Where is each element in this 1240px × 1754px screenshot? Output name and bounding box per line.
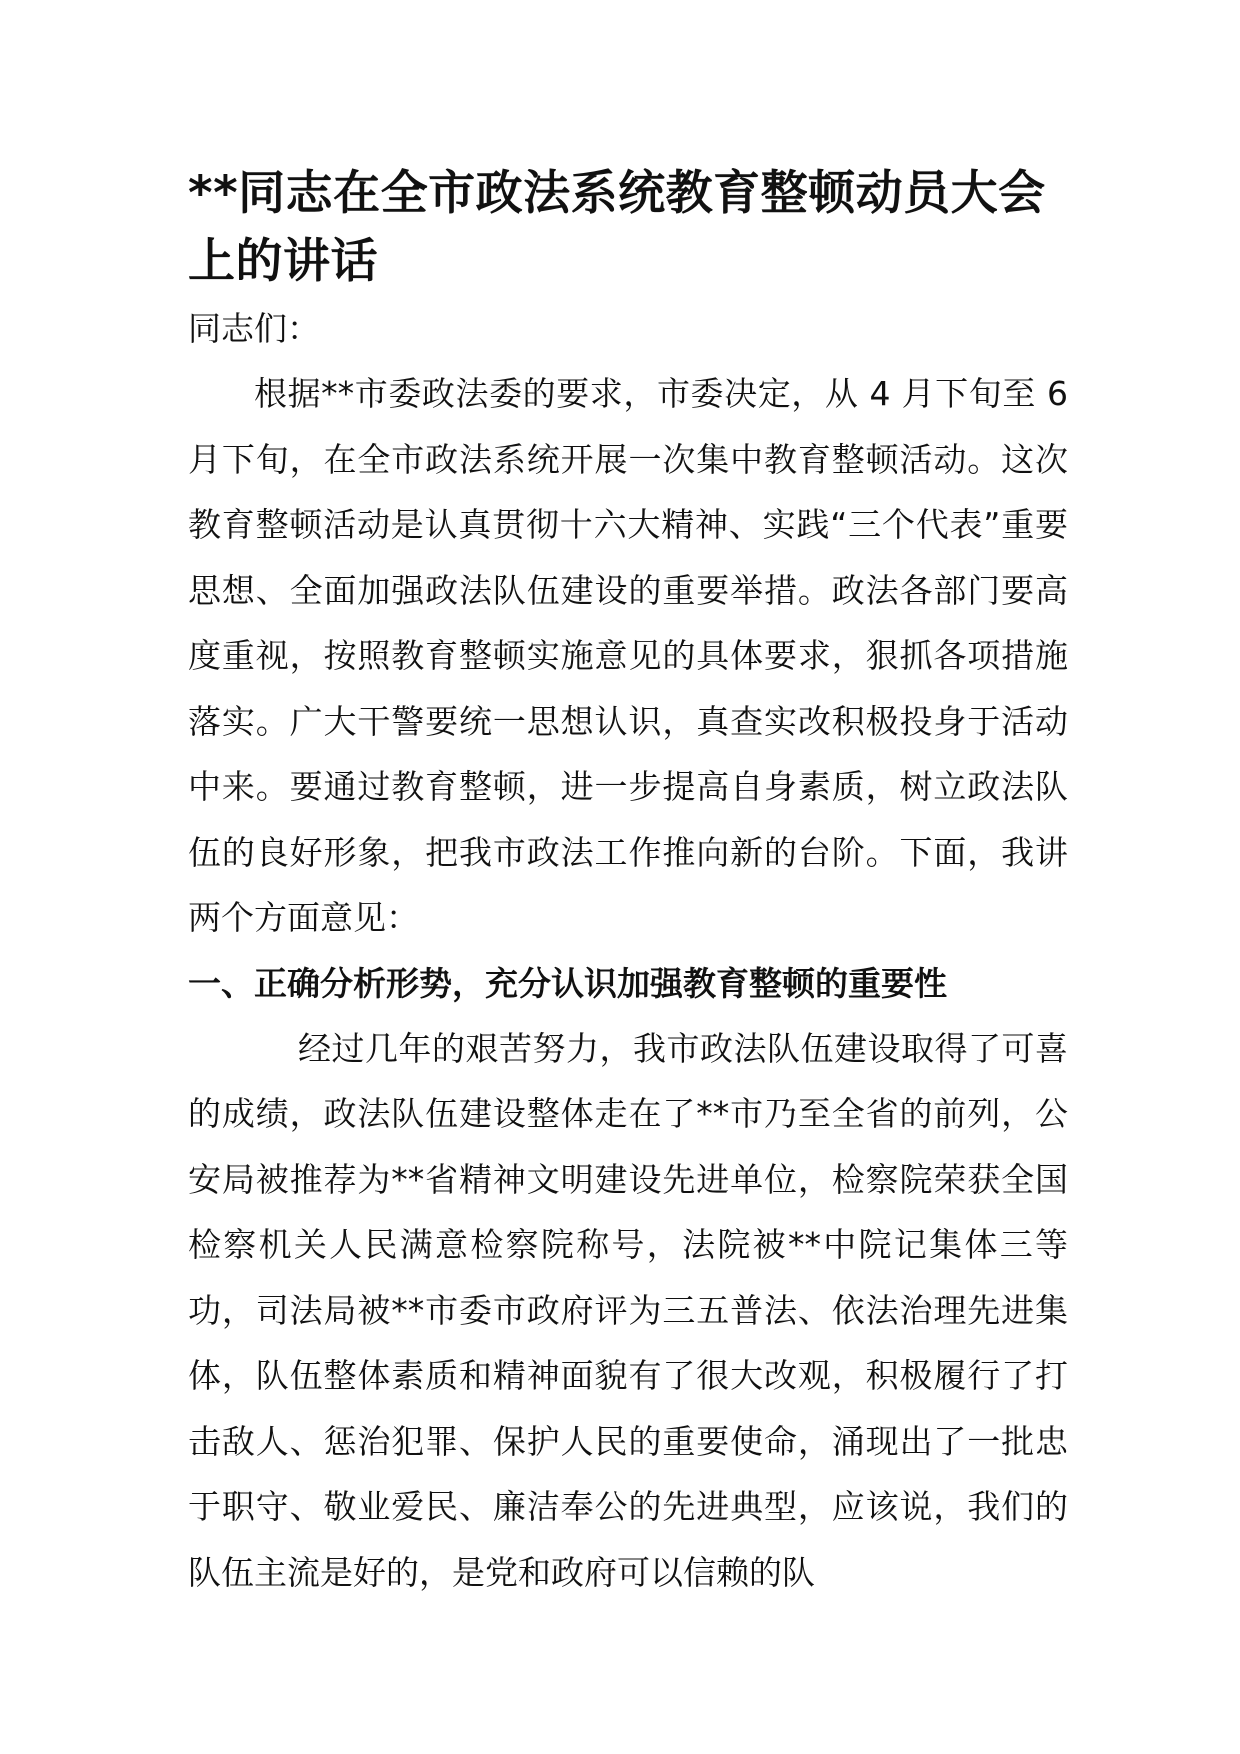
paragraph-achievements: 经过几年的艰苦努力，我市政法队伍建设取得了可喜的成绩，政法队伍建设整体走在了**市乃至全省的前列，公安局被推荐为**省精神文明建设先进单位，检察院荣获全国检察机关人民满意检察院称号，法院被**中院记集体三等功，司法局被**市委市政府评为三五普法、依法治理先进集体，队伍整体素质和精神面貌有了很大改观，积极履行了打击敌人、惩治犯罪、保护人民的重要使命，涌现出了一批忠于职守、敬业爱民、廉洁奉公的先进典型，应该说，我们的队伍主流是好的，是党和政府可以信赖的队 — [188, 1028, 1068, 1592]
paragraph-intro: 根据**市委政法委的要求，市委决定，从 4 月下旬至 6 月下旬，在全市政法系统开展一次集中教育整顿活动。这次教育整顿活动是认真贯彻十六大精神、实践“三个代表”重要思想、全面加强政法队伍建设的重要举措。政法各部门要高度重视，按照教育整顿实施意见的具体要求，狠抓各项措施落实。广大干警要统一思想认识，真查实改积极投身于活动中来。要通过教育整顿，进一步提高自身素质，树立政法队伍的良好形象，把我市政法工作推向新的台阶。下面，我讲两个方面意见： — [188, 374, 1068, 937]
document-body — [188, 160, 1068, 1605]
salutation: 同志们： — [188, 309, 320, 348]
document-title: **同志在全市政法系统教育整顿动员大会上的讲话 — [188, 166, 1046, 289]
section-heading-1: 一、正确分析形势，充分认识加强教育整顿的重要性 — [188, 963, 947, 1003]
